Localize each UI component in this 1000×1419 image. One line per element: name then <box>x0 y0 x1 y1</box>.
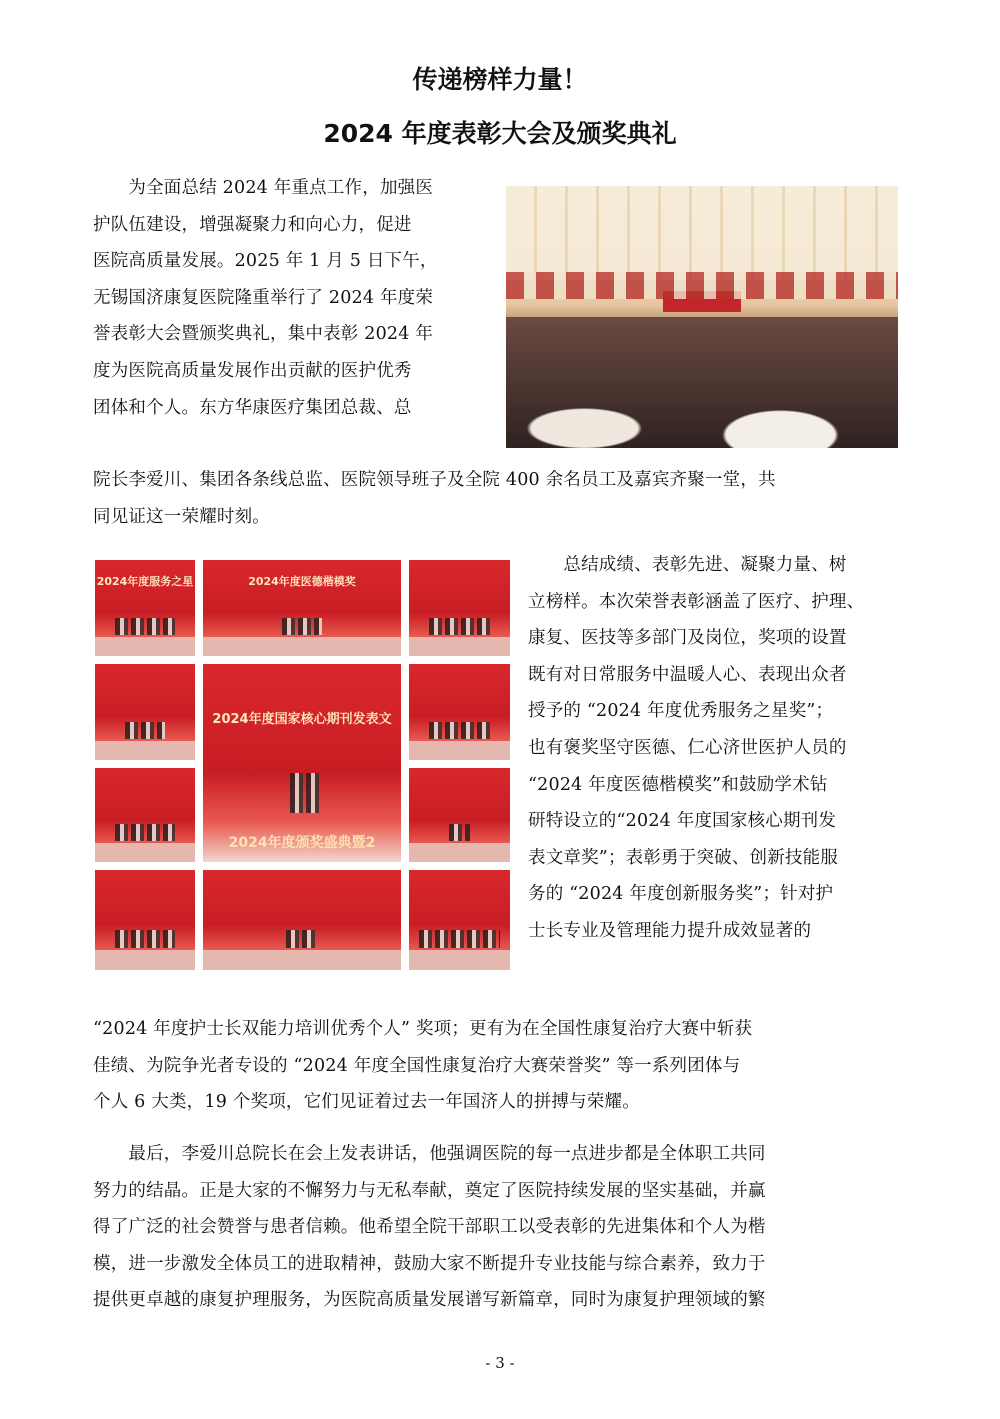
text-line: 誉表彰大会暨颁奖典礼，集中表彰 2024 年 <box>93 324 434 345</box>
title-line-1: 传递榜样力量！ <box>412 65 588 94</box>
text-line: 也有褒奖坚守医德、仁心济世医护人员的 <box>528 737 847 758</box>
text-line: 康复、医技等多部门及岗位，奖项的设置 <box>528 628 847 649</box>
text-line: 立榜样。本次荣誉表彰涵盖了医疗、护理、 <box>528 591 865 612</box>
people-figure <box>115 618 175 635</box>
text-line: 得了广泛的社会赞誉与患者信赖。他希望全院干部职工以受表彰的先进集体和个人为楷 <box>93 1217 766 1238</box>
text-line: 务的 “2024 年度创新服务奖”；针对护 <box>528 884 834 905</box>
people-figure <box>429 618 490 635</box>
text-line: 无锡国济康复医院隆重举行了 2024 年度荣 <box>93 287 434 308</box>
photo-caption: 2024年度医德楷模奖 <box>248 575 356 589</box>
text-line: 表文章奖”；表彰勇于突破、创新技能服 <box>528 847 839 868</box>
text-line: 提供更卓越的康复护理服务，为医院高质量发展谱写新篇章，同时为康复护理领域的繁 <box>93 1290 766 1311</box>
people-figure <box>282 618 322 635</box>
text-line: 院长李爱川、集团各条线总监、医院领导班子及全院 400 余名员工及嘉宾齐聚一堂，共 <box>93 470 776 490</box>
award-photo <box>409 664 510 760</box>
text-line: 努力的结晶。正是大家的不懈努力与无私奉献，奠定了医院持续发展的坚实基础，并赢 <box>93 1180 766 1201</box>
text-line: 士长专业及管理能力提升成效显著的 <box>528 920 812 941</box>
people-figure <box>115 824 175 841</box>
people-figure <box>429 722 490 739</box>
photo-caption: 2024年度国家核心期刊发表文 <box>212 711 392 727</box>
text-line: 研特设立的“2024 年度国家核心期刊发 <box>528 811 837 832</box>
award-photo-collage <box>95 560 510 970</box>
text-line: 最后，李爱川总院长在会上发表讲话，他强调医院的每一点进步都是全体职工共同 <box>93 1144 766 1164</box>
people-figure <box>115 930 175 948</box>
people-figure <box>290 773 322 813</box>
text-line: 护队伍建设，增强凝聚力和向心力，促进 <box>93 214 412 235</box>
award-photo <box>409 768 510 862</box>
award-photo <box>203 870 401 970</box>
paragraph-2 <box>528 547 913 950</box>
paragraph-1 <box>93 170 498 426</box>
photo-caption: 2024年度服务之星 <box>96 575 194 589</box>
paragraph-2-continued <box>93 1011 908 1121</box>
photo-caption: 2024年度颁奖盛典暨2 <box>228 835 376 852</box>
text-line: 医院高质量发展。2025 年 1 月 5 日下午， <box>93 251 438 272</box>
award-photo <box>203 560 401 656</box>
text-line: 既有对日常服务中温暖人心、表现出众者 <box>528 664 847 685</box>
award-photo <box>95 768 195 862</box>
text-line: “2024 年度医德楷模奖”和鼓励学术钻 <box>528 774 828 795</box>
text-line: 团体和个人。东方华康医疗集团总裁、总 <box>93 397 412 418</box>
people-figure <box>286 930 318 948</box>
people-figure <box>125 722 165 739</box>
page-number: - 3 - <box>485 1354 515 1372</box>
text-line: 模，进一步激发全体员工的进取精神，鼓励大家不断提升专业技能与综合素养，致力于 <box>93 1253 766 1274</box>
award-photo <box>203 664 401 862</box>
people-figure <box>419 930 500 948</box>
banquet-hall-photo <box>506 186 898 448</box>
award-photo <box>95 870 195 970</box>
text-line: 佳绩、为院争光者专设的 “2024 年度全国性康复治疗大赛荣誉奖” 等一系列团体与 <box>93 1055 741 1076</box>
award-photo <box>95 664 195 760</box>
text-line: 个人 6 大类，19 个奖项，它们见证着过去一年国济人的拼搏与荣耀。 <box>93 1092 640 1113</box>
award-photo <box>409 560 510 656</box>
text-line: 同见证这一荣耀时刻。 <box>93 506 270 527</box>
text-line: 为全面总结 2024 年重点工作，加强医 <box>93 178 434 198</box>
text-line: “2024 年度护士长双能力培训优秀个人” 奖项；更有为在全国性康复治疗大赛中斩获 <box>93 1019 753 1039</box>
text-line: 度为医院高质量发展作出贡献的医护优秀 <box>93 360 412 381</box>
award-photo <box>409 870 510 970</box>
paragraph-1-continued <box>93 462 908 535</box>
text-line: 授予的 “2024 年度优秀服务之星奖”； <box>528 701 834 722</box>
text-line: 总结成绩、表彰先进、凝聚力量、树 <box>528 555 847 575</box>
people-figure <box>449 824 469 841</box>
title-line-2: 2024 年度表彰大会及颁奖典礼 <box>323 119 677 148</box>
paragraph-3 <box>93 1136 908 1319</box>
award-photo <box>95 560 195 656</box>
